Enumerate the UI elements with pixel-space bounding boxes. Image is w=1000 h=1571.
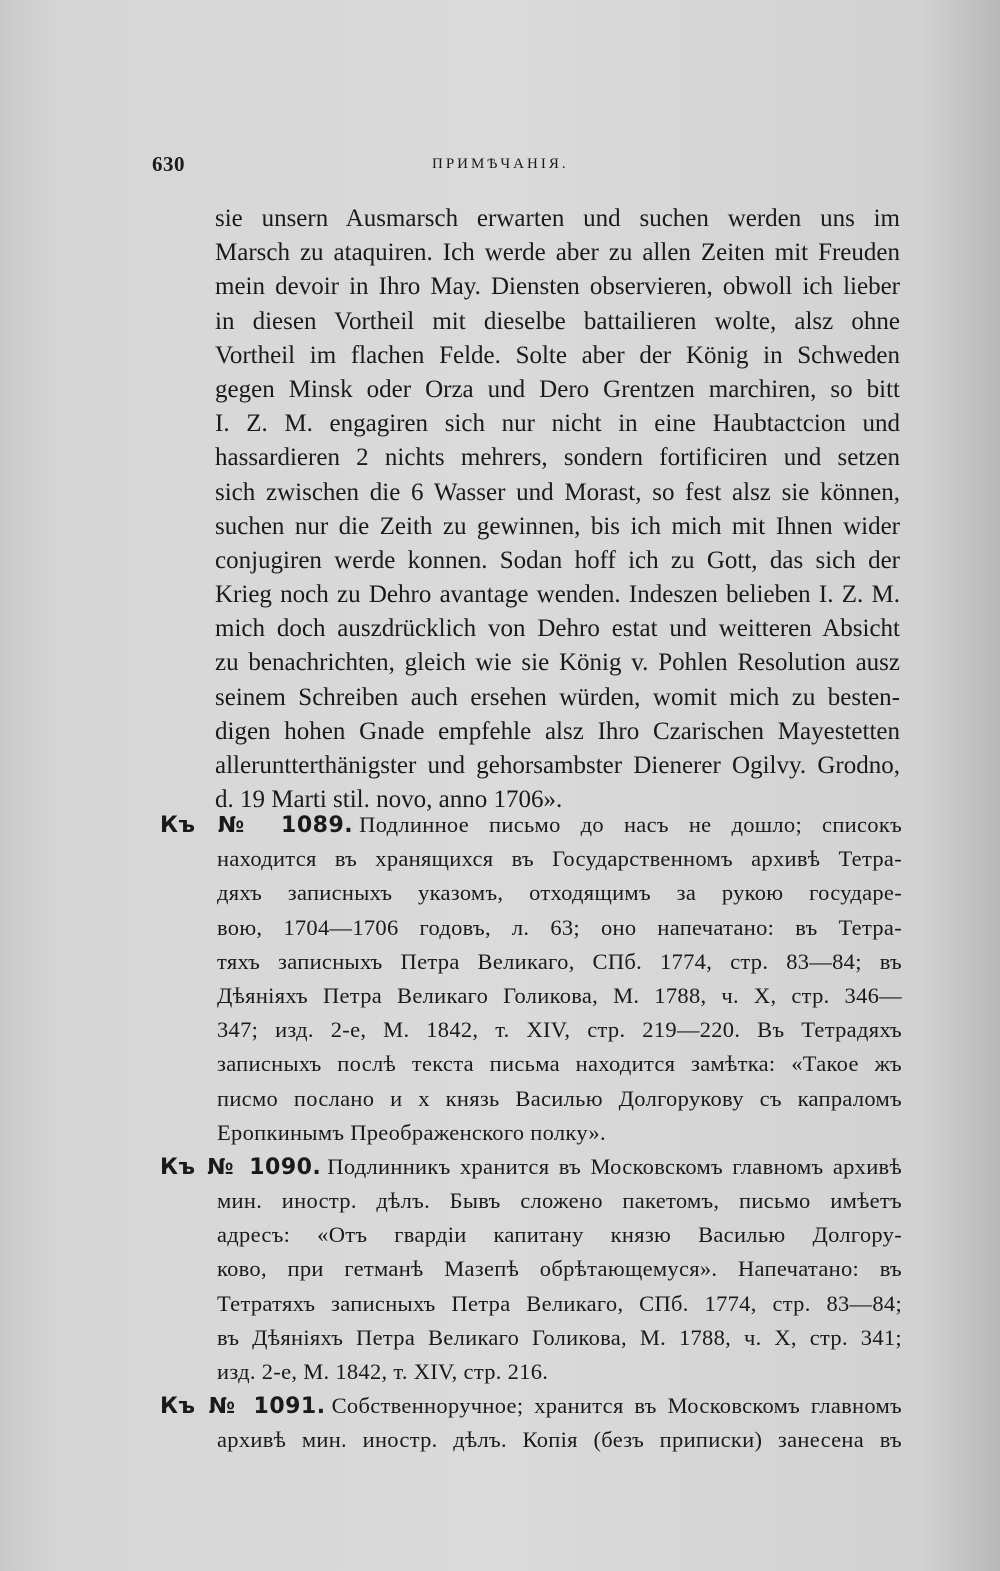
note-line: дяхъ записныхъ указомъ, отходящимъ за рукою государе- [217,880,902,906]
running-title: ПРИМѢЧАНІЯ. [432,156,569,172]
note-line: писмо послано и х князь Василью Долгорукову съ капраломъ [217,1085,902,1111]
note-first-line [160,808,902,842]
page-number: 630 [152,152,185,176]
text-line: Vortheil im flachen Felde. Solte aber der König in Schweden [215,341,900,369]
text-line: zu benachrichten, gleich wie sie König v. Pohlen Resolution ausz [215,649,900,677]
note-line: записныхъ послѣ текста письма находится замѣтка: «Такое жъ [217,1051,902,1077]
text-line: sich zwischen die 6 Wasser und Morast, so fest alsz sie können, [215,478,900,506]
note-line: Собственноручное; хранится въ Московскомъ главномъ [331,1393,902,1419]
note-line: Подлинное письмо до насъ не дошло; списокъ [359,812,903,837]
text-line: suchen nur die Zeith zu gewinnen, bis ich mich mit Ihnen wider [215,512,900,540]
note-line: мин. иностр. дѣлъ. Бывъ сложено пакетомъ, письмо имѣетъ [217,1188,902,1214]
text-line: mich doch auszdrücklich von Dehro estat und weitteren Absicht [215,615,900,643]
note-line: Еропкинымъ Преображенского полку». [217,1119,606,1145]
note-line: 347; изд. 2-е, М. 1842, т. XIV, стр. 219—220. Въ Тетрадяхъ [217,1017,902,1043]
note-1089 [160,808,902,1150]
note-line: ково, при гетманѣ Мазепѣ обрѣтающемуся». Напечатано: въ [217,1256,902,1282]
note-line: тяхъ записныхъ Петра Великаго, СПб. 1774, стр. 83—84; въ [217,948,902,974]
text-line: seinem Schreiben auch ersehen würden, womit mich zu besten- [215,683,900,711]
note-first-line [160,1389,902,1423]
text-line: hassardieren 2 nichts mehrers, sondern fortificiren und setzen [215,444,900,472]
page-header [152,152,897,182]
note-1090 [160,1150,902,1389]
note-1091 [160,1389,902,1457]
text-line: Marsch zu ataquiren. Ich werde aber zu allen Zeiten mit Freuden [215,239,900,267]
note-ref: Къ № 1089. [160,813,354,838]
note-line: архивѣ мин. иностр. дѣлъ. Копія (безъ приписки) занесена въ [217,1427,902,1453]
text-line: alleruntterthänigster und gehorsambster Dienerer Ogilvy. Grodno, [215,752,900,779]
text-line: digen hohen Gnade empfehle alsz Ihro Czarischen Mayestetten [215,717,900,745]
notes-section [160,808,902,1458]
note-line: вою, 1704—1706 годовъ, л. 63; оно напечатано: въ Тетра- [217,914,902,940]
note-first-line [160,1150,902,1184]
note-line: Тетратяхъ записныхъ Петра Великаго, СПб. 1774, стр. 83—84; [217,1290,902,1316]
note-line: адресъ: «Отъ гвардіи капитану князю Василью Долгору- [217,1222,902,1248]
text-line: Krieg noch zu Dehro avantage wenden. Indeszen belieben I. Z. M. [215,581,900,609]
note-line: Дѣяніяхъ Петра Великаго Голикова, М. 1788, ч. X, стр. 346— [217,982,902,1008]
text-line: gegen Minsk oder Orza und Dero Grentzen marchiren, so bitt [215,375,900,403]
text-line: d. 19 Marti stil. novo, anno 1706». [215,786,563,814]
note-line: въ Дѣяніяхъ Петра Великаго Голикова, М. 1788, ч. X, стр. 341; [217,1324,902,1350]
note-line: Подлинникъ хранится въ Московскомъ главномъ архивѣ [327,1153,902,1179]
text-line: mein devoir in Ihro May. Diensten observieren, obwoll ich lieber [215,273,900,301]
letter-text [215,202,900,817]
note-line: находится въ хранящихся въ Государственномъ архивѣ Тетра- [217,846,902,872]
note-ref: Къ № 1091. [160,1394,326,1420]
text-line: in diesen Vortheil mit dieselbe battailieren wolte, alsz ohne [215,307,900,335]
text-line: sie unsern Ausmarsch erwarten und suchen werden uns im [215,205,900,232]
note-line: изд. 2-е, М. 1842, т. XIV, стр. 216. [217,1359,549,1384]
note-ref: Къ № 1090. [160,1154,322,1180]
text-line: conjugiren werde konnen. Sodan hoff ich zu Gott, das sich der [215,546,900,574]
text-line: I. Z. M. engagiren sich nur nicht in eine Haubtactcion und [215,410,900,438]
